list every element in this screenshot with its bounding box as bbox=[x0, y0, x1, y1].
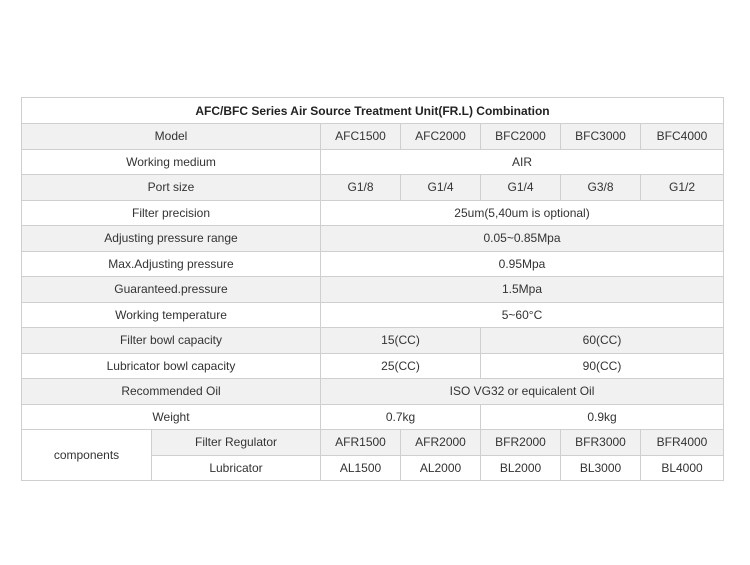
table-title-row bbox=[22, 98, 724, 124]
row-label-weight: Weight bbox=[22, 404, 321, 430]
filter-regulator-cell: BFR3000 bbox=[561, 430, 641, 456]
weight-cell: 0.9kg bbox=[481, 404, 724, 430]
table-row-filter-precision bbox=[22, 200, 724, 226]
row-label-components: components bbox=[22, 430, 152, 481]
table-row-working-medium bbox=[22, 149, 724, 175]
port-size-cell: G1/4 bbox=[401, 175, 481, 201]
row-label-model: Model bbox=[22, 124, 321, 150]
row-label-filter-bowl-capacity: Filter bowl capacity bbox=[22, 328, 321, 354]
table-row-max-adjusting-pressure bbox=[22, 251, 724, 277]
table-row-model bbox=[22, 124, 724, 150]
row-label-filter-precision: Filter precision bbox=[22, 200, 321, 226]
working-temperature-value: 5~60°C bbox=[321, 302, 724, 328]
row-label-lubricator: Lubricator bbox=[152, 455, 321, 481]
model-cell: BFC2000 bbox=[481, 124, 561, 150]
table-row-lubricator-bowl-capacity bbox=[22, 353, 724, 379]
row-label-guaranteed-pressure: Guaranteed.pressure bbox=[22, 277, 321, 303]
guaranteed-pressure-value: 1.5Mpa bbox=[321, 277, 724, 303]
filter-precision-value: 25um(5,40um is optional) bbox=[321, 200, 724, 226]
table-row-weight bbox=[22, 404, 724, 430]
lubricator-cell: AL2000 bbox=[401, 455, 481, 481]
port-size-cell: G1/4 bbox=[481, 175, 561, 201]
adjusting-pressure-range-value: 0.05~0.85Mpa bbox=[321, 226, 724, 252]
row-label-working-temperature: Working temperature bbox=[22, 302, 321, 328]
filter-regulator-cell: AFR1500 bbox=[321, 430, 401, 456]
row-label-working-medium: Working medium bbox=[22, 149, 321, 175]
port-size-cell: G1/2 bbox=[641, 175, 724, 201]
model-cell: BFC3000 bbox=[561, 124, 641, 150]
table-row-filter-bowl-capacity bbox=[22, 328, 724, 354]
model-cell: BFC4000 bbox=[641, 124, 724, 150]
lubricator-cell: BL4000 bbox=[641, 455, 724, 481]
row-label-filter-regulator: Filter Regulator bbox=[152, 430, 321, 456]
max-adjusting-pressure-value: 0.95Mpa bbox=[321, 251, 724, 277]
weight-cell: 0.7kg bbox=[321, 404, 481, 430]
row-label-max-adjusting-pressure: Max.Adjusting pressure bbox=[22, 251, 321, 277]
row-label-recommended-oil: Recommended Oil bbox=[22, 379, 321, 405]
table-row-adjusting-pressure-range bbox=[22, 226, 724, 252]
working-medium-value: AIR bbox=[321, 149, 724, 175]
row-label-port-size: Port size bbox=[22, 175, 321, 201]
filter-bowl-capacity-cell: 15(CC) bbox=[321, 328, 481, 354]
model-cell: AFC1500 bbox=[321, 124, 401, 150]
recommended-oil-value: ISO VG32 or equicalent Oil bbox=[321, 379, 724, 405]
model-cell: AFC2000 bbox=[401, 124, 481, 150]
spec-table bbox=[21, 97, 724, 481]
port-size-cell: G3/8 bbox=[561, 175, 641, 201]
lubricator-bowl-capacity-cell: 90(CC) bbox=[481, 353, 724, 379]
lubricator-cell: BL2000 bbox=[481, 455, 561, 481]
table-row-filter-regulator bbox=[22, 430, 724, 456]
filter-regulator-cell: BFR4000 bbox=[641, 430, 724, 456]
table-title: AFC/BFC Series Air Source Treatment Unit(FR.L) Combination bbox=[22, 98, 724, 124]
filter-bowl-capacity-cell: 60(CC) bbox=[481, 328, 724, 354]
row-label-adjusting-pressure-range: Adjusting pressure range bbox=[22, 226, 321, 252]
table-row-guaranteed-pressure bbox=[22, 277, 724, 303]
port-size-cell: G1/8 bbox=[321, 175, 401, 201]
lubricator-bowl-capacity-cell: 25(CC) bbox=[321, 353, 481, 379]
table-row-working-temperature bbox=[22, 302, 724, 328]
lubricator-cell: BL3000 bbox=[561, 455, 641, 481]
table-row-port-size bbox=[22, 175, 724, 201]
table-row-recommended-oil bbox=[22, 379, 724, 405]
filter-regulator-cell: AFR2000 bbox=[401, 430, 481, 456]
lubricator-cell: AL1500 bbox=[321, 455, 401, 481]
filter-regulator-cell: BFR2000 bbox=[481, 430, 561, 456]
row-label-lubricator-bowl-capacity: Lubricator bowl capacity bbox=[22, 353, 321, 379]
